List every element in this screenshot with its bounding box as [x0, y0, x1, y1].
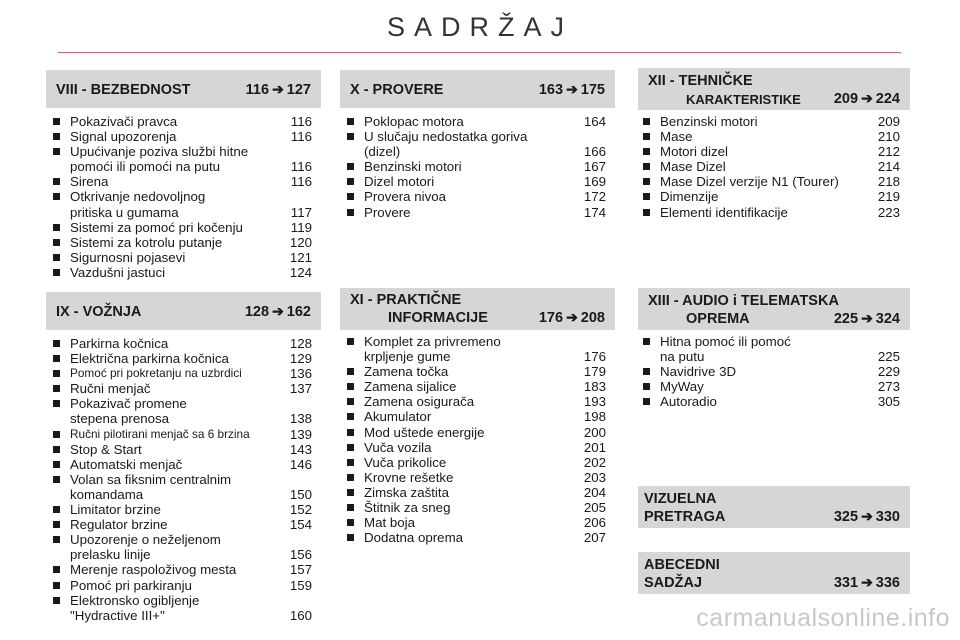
toc-item[interactable] — [344, 114, 606, 129]
section-header-prakticne-informacije[interactable] — [340, 288, 615, 330]
section-title: XIII - AUDIO i TELEMATSKA — [648, 293, 839, 309]
toc-item-page: 202 — [583, 454, 606, 470]
toc-item-label: Zimska zaštita — [364, 484, 449, 500]
toc-item[interactable] — [344, 159, 606, 174]
toc-item-label: Štitnik za sneg — [364, 500, 451, 516]
toc-item[interactable] — [50, 472, 312, 487]
toc-item-page: 157 — [289, 562, 312, 578]
arrow-right-icon: ➔ — [861, 90, 873, 106]
toc-item-label: Merenje raspoloživog mesta — [70, 562, 237, 578]
toc-item-label: Upućivanje poziva službi hitne — [70, 144, 249, 160]
watermark: carmanualsonline.info — [696, 604, 950, 632]
toc-item[interactable] — [50, 457, 312, 472]
toc-item-label: Mase Dizel verzije N1 (Tourer) — [660, 174, 839, 190]
toc-item-page: 166 — [583, 144, 606, 160]
arrow-right-icon: ➔ — [566, 81, 578, 97]
toc-item-label: Sistemi za kotrolu putanje — [70, 234, 223, 250]
toc-item[interactable] — [640, 129, 900, 144]
toc-item-label: MyWay — [660, 379, 704, 395]
toc-item-page: 143 — [289, 441, 312, 457]
toc-item-page: 212 — [877, 144, 900, 160]
toc-item-label: Vuča prikolice — [364, 454, 447, 470]
arrow-right-icon: ➔ — [861, 310, 873, 326]
toc-item-label: Regulator brzine — [70, 517, 168, 533]
toc-item[interactable] — [640, 379, 900, 394]
toc-item-page: 116 — [290, 129, 312, 145]
toc-item[interactable] — [344, 364, 606, 379]
toc-item-label: Zamena osigurača — [364, 394, 475, 410]
toc-item-page — [282, 472, 312, 487]
toc-item-label: prelasku linije — [70, 547, 151, 563]
toc-item-page: 128 — [289, 336, 312, 351]
toc-item-page: 198 — [583, 409, 606, 425]
section-title-line2: INFORMACIJE — [388, 309, 488, 326]
toc-item-page: 116 — [290, 159, 312, 175]
toc-item-page: 154 — [289, 517, 312, 533]
toc-item-page: 129 — [289, 351, 312, 367]
section-header-abecedni-sadrzaj[interactable] — [638, 552, 910, 594]
toc-item[interactable] — [50, 114, 312, 129]
toc-item[interactable] — [344, 470, 606, 485]
page-range: 209 ➔ 224 — [833, 90, 900, 107]
toc-item-label: Pomoć pri pokretanju na uzbrdici — [70, 366, 242, 381]
toc-item-label: Signal upozorenja — [70, 129, 177, 145]
toc-item-page: 120 — [289, 234, 312, 250]
toc-item-label: Akumulator — [364, 409, 432, 425]
toc-item-page: 229 — [877, 364, 900, 380]
toc-item-label: Dimenzije — [660, 189, 719, 205]
toc-item[interactable] — [50, 235, 312, 250]
toc-item[interactable] — [344, 440, 606, 455]
toc-item-label: Elektronsko ogibljenje — [70, 592, 200, 608]
toc-item-label: Vuča vozila — [364, 439, 432, 455]
toc-item-label: Pokazivač promene — [70, 396, 187, 412]
page-title: SADRŽAJ — [386, 12, 574, 42]
toc-item-page: 223 — [877, 204, 900, 220]
toc-item-label: Benzinski motori — [364, 159, 462, 175]
arrow-right-icon: ➔ — [566, 309, 578, 325]
section-title: XII - TEHNIČKE — [648, 73, 753, 89]
toc-item[interactable] — [50, 189, 312, 204]
page-range: 225 ➔ 324 — [833, 310, 900, 327]
toc-item-label: Provere — [364, 204, 411, 220]
page-range: 176 ➔ 208 — [538, 309, 605, 326]
section-title: X - PROVERE — [350, 81, 444, 98]
toc-list-bezbednost — [50, 114, 312, 280]
toc-item[interactable] — [344, 174, 606, 189]
toc-item-label: Dodatna oprema — [364, 530, 464, 546]
toc-item-page: 139 — [289, 426, 312, 442]
toc-item[interactable] — [50, 517, 312, 532]
toc-item-page: 169 — [583, 174, 606, 190]
toc-item-label: Komplet za privremeno — [364, 334, 501, 349]
toc-item[interactable] — [50, 336, 312, 351]
toc-item[interactable] — [50, 265, 312, 280]
section-header-bezbednost[interactable] — [46, 70, 321, 108]
toc-item[interactable] — [50, 608, 312, 623]
toc-item-page: 172 — [583, 189, 606, 205]
toc-item-label: Ručni pilotirani menjač sa 6 brzina — [70, 426, 250, 441]
page-range: 163 ➔ 175 — [538, 81, 605, 98]
toc-item-label: Hitna pomoć ili pomoć — [660, 334, 791, 349]
toc-item-label: Vazdušni jastuci — [70, 264, 166, 280]
toc-item[interactable] — [50, 381, 312, 396]
toc-item-page — [576, 334, 606, 349]
toc-item-page: 218 — [877, 174, 900, 190]
toc-item-page: 200 — [583, 424, 606, 440]
toc-item-page: 219 — [877, 189, 900, 205]
section-title-line2: SADŽAJ — [644, 574, 703, 591]
toc-item[interactable] — [50, 532, 312, 547]
toc-item-label: Stop & Start — [70, 441, 142, 457]
toc-list-voznja — [50, 336, 312, 623]
arrow-right-icon: ➔ — [272, 81, 284, 97]
toc-item[interactable] — [344, 144, 606, 159]
toc-item[interactable] — [344, 515, 606, 530]
toc-item-page: 138 — [289, 411, 312, 427]
toc-item[interactable] — [640, 349, 900, 364]
toc-item[interactable] — [50, 578, 312, 593]
page-range: 325 ➔ 330 — [833, 508, 900, 525]
toc-item[interactable] — [344, 189, 606, 204]
toc-item-page: 167 — [583, 159, 606, 175]
toc-item-label: pomoći ili pomoći na putu — [70, 159, 221, 175]
toc-item[interactable] — [640, 205, 900, 220]
toc-item[interactable] — [50, 396, 312, 411]
toc-item-label: Sigurnosni pojasevi — [70, 249, 186, 265]
toc-item[interactable] — [344, 205, 606, 220]
toc-item-page: 273 — [877, 379, 900, 395]
toc-item-page: 156 — [289, 547, 312, 563]
toc-item-page: 201 — [583, 439, 606, 455]
toc-item-label: Zamena sijalice — [364, 379, 457, 395]
toc-item[interactable] — [640, 144, 900, 159]
toc-item-page: 137 — [289, 381, 312, 397]
toc-item-label: Pokazivači pravca — [70, 114, 178, 129]
toc-item-page: 121 — [289, 249, 312, 265]
toc-item[interactable] — [50, 220, 312, 235]
toc-item-label: Mat boja — [364, 515, 415, 531]
toc-item-page: 207 — [583, 530, 606, 546]
toc-item-label: Benzinski motori — [660, 114, 758, 129]
toc-item-label: Pomoć pri parkiranju — [70, 577, 192, 593]
section-title: IX - VOŽNJA — [56, 303, 142, 320]
toc-item[interactable] — [640, 159, 900, 174]
toc-item-page: 204 — [583, 484, 606, 500]
toc-item-label: Krovne rešetke — [364, 469, 454, 485]
toc-item-label: Automatski menjač — [70, 456, 183, 472]
toc-item-page: 152 — [289, 502, 312, 518]
toc-item[interactable] — [344, 455, 606, 470]
toc-item-page: 209 — [877, 114, 900, 129]
toc-item-page: 124 — [289, 264, 312, 280]
section-header-provere[interactable] — [340, 70, 615, 108]
toc-item[interactable] — [640, 189, 900, 204]
toc-list-audio-telematska-oprema — [640, 334, 900, 409]
page-range: 128 ➔ 162 — [244, 303, 311, 320]
toc-item-label: Mase Dizel — [660, 159, 726, 175]
title-rule — [58, 52, 901, 53]
toc-item[interactable] — [344, 485, 606, 500]
toc-item[interactable] — [50, 351, 312, 366]
toc-item-label: na putu — [660, 349, 705, 365]
toc-item-label: Volan sa fiksnim centralnim — [70, 471, 232, 487]
toc-item-label: Elementi identifikacije — [660, 204, 788, 220]
arrow-right-icon: ➔ — [861, 574, 873, 590]
toc-item[interactable] — [344, 394, 606, 409]
toc-item-page: 116 — [290, 114, 312, 129]
toc-item-page — [282, 189, 312, 204]
toc-item-label: pritiska u gumama — [70, 204, 179, 220]
toc-item[interactable] — [50, 159, 312, 174]
section-title-line2: OPREMA — [686, 310, 750, 327]
toc-item-label: Mase — [660, 129, 693, 145]
toc-item-label: Limitator brzine — [70, 502, 161, 518]
toc-item-label: Autoradio — [660, 394, 717, 410]
toc-item-label: U slučaju nedostatka goriva — [364, 129, 528, 145]
toc-item[interactable] — [344, 425, 606, 440]
toc-item-label: Sistemi za pomoć pri kočenju — [70, 219, 243, 235]
toc-item-page: 225 — [877, 349, 900, 365]
section-title: VIII - BEZBEDNOST — [56, 81, 191, 98]
toc-item-label: Ručni menjač — [70, 381, 151, 397]
toc-item-page: 214 — [877, 159, 900, 175]
toc-item-page: 176 — [583, 349, 606, 365]
toc-item-page: 119 — [290, 219, 312, 235]
toc-item-label: stepena prenosa — [70, 411, 170, 427]
toc-item-page — [282, 593, 312, 608]
toc-item[interactable] — [344, 530, 606, 545]
toc-item-label: komandama — [70, 486, 144, 502]
toc-item-label: Poklopac motora — [364, 114, 464, 129]
toc-item-label: Upozorenje o neželjenom — [70, 532, 221, 548]
section-header-voznja[interactable] — [46, 292, 321, 330]
toc-item[interactable] — [640, 114, 900, 129]
toc-item-page: 305 — [877, 394, 900, 410]
toc-item[interactable] — [50, 487, 312, 502]
toc-item-label: Otkrivanje nedovoljnog — [70, 189, 206, 205]
toc-item[interactable] — [344, 129, 606, 144]
toc-item-page: 183 — [583, 379, 606, 395]
toc-item-label: Provera nivoa — [364, 189, 447, 205]
toc-item-label: Motori dizel — [660, 144, 728, 160]
toc-item[interactable] — [50, 562, 312, 577]
toc-item[interactable] — [50, 411, 312, 426]
section-title: ABECEDNI — [644, 557, 720, 573]
toc-item-page: 116 — [290, 174, 312, 190]
toc-item[interactable] — [50, 144, 312, 159]
toc-item[interactable] — [50, 174, 312, 189]
toc-item[interactable] — [50, 205, 312, 220]
toc-list-prakticne-informacije — [344, 334, 606, 545]
section-title-line2: KARAKTERISTIKE — [686, 91, 801, 107]
toc-item[interactable] — [640, 394, 900, 409]
toc-item-page: 193 — [583, 394, 606, 410]
toc-item[interactable] — [50, 442, 312, 457]
toc-item-label: Mod uštede energije — [364, 424, 485, 440]
toc-item-page — [576, 129, 606, 144]
toc-item-label: (dizel) — [364, 144, 401, 160]
toc-item[interactable] — [50, 547, 312, 562]
toc-item-page: 174 — [583, 204, 606, 220]
toc-item-page: 117 — [290, 204, 312, 220]
toc-item-page — [282, 396, 312, 411]
toc-item[interactable] — [50, 427, 312, 442]
toc-item-label: Električna parkirna kočnica — [70, 351, 229, 367]
section-header-tehnicke-karakteristike[interactable] — [638, 68, 910, 110]
toc-item[interactable] — [344, 409, 606, 424]
toc-item[interactable] — [50, 366, 312, 381]
section-title-line2: PRETRAGA — [644, 508, 726, 525]
page-range: 331 ➔ 336 — [833, 574, 900, 591]
toc-item-label: krpljenje gume — [364, 349, 451, 365]
section-title: XI - PRAKTIČNE — [350, 292, 462, 308]
toc-item[interactable] — [344, 500, 606, 515]
toc-item-page: 159 — [289, 577, 312, 593]
toc-item[interactable] — [50, 502, 312, 517]
toc-item[interactable] — [344, 334, 606, 349]
toc-item-page: 136 — [289, 366, 312, 382]
toc-item-page: 160 — [289, 607, 312, 623]
toc-item-page — [870, 334, 900, 349]
arrow-right-icon: ➔ — [272, 303, 284, 319]
toc-item[interactable] — [50, 593, 312, 608]
toc-item[interactable] — [640, 174, 900, 189]
toc-item-page: 210 — [877, 129, 900, 145]
toc-item[interactable] — [344, 379, 606, 394]
toc-item-label: "Hydractive III+" — [70, 607, 165, 623]
section-header-vizuelna-pretraga[interactable] — [638, 486, 910, 528]
toc-item[interactable] — [640, 364, 900, 379]
toc-item-page: 205 — [583, 500, 606, 516]
toc-item[interactable] — [640, 334, 900, 349]
toc-item[interactable] — [50, 250, 312, 265]
section-title: VIZUELNA — [644, 491, 717, 507]
toc-item-page: 164 — [583, 114, 606, 129]
toc-item-label: Navidrive 3D — [660, 364, 737, 380]
toc-item-label: Zamena točka — [364, 364, 449, 380]
toc-item-label: Sirena — [70, 174, 109, 190]
toc-item-label: Parkirna kočnica — [70, 336, 169, 351]
toc-item[interactable] — [344, 349, 606, 364]
toc-item-label: Dizel motori — [364, 174, 435, 190]
section-header-audio-telematska-oprema[interactable] — [638, 288, 910, 330]
arrow-right-icon: ➔ — [861, 508, 873, 524]
toc-list-tehnicke-karakteristike — [640, 114, 900, 220]
toc-list-provere — [344, 114, 606, 220]
toc-item-page — [282, 532, 312, 547]
toc-item-page: 206 — [583, 515, 606, 531]
toc-item-page: 146 — [289, 456, 312, 472]
page-range: 116 ➔ 127 — [245, 81, 311, 98]
toc-item-page — [282, 144, 312, 159]
toc-item-page: 150 — [289, 486, 312, 502]
toc-item-page: 203 — [583, 469, 606, 485]
toc-item-page: 179 — [583, 364, 606, 380]
toc-item[interactable] — [50, 129, 312, 144]
